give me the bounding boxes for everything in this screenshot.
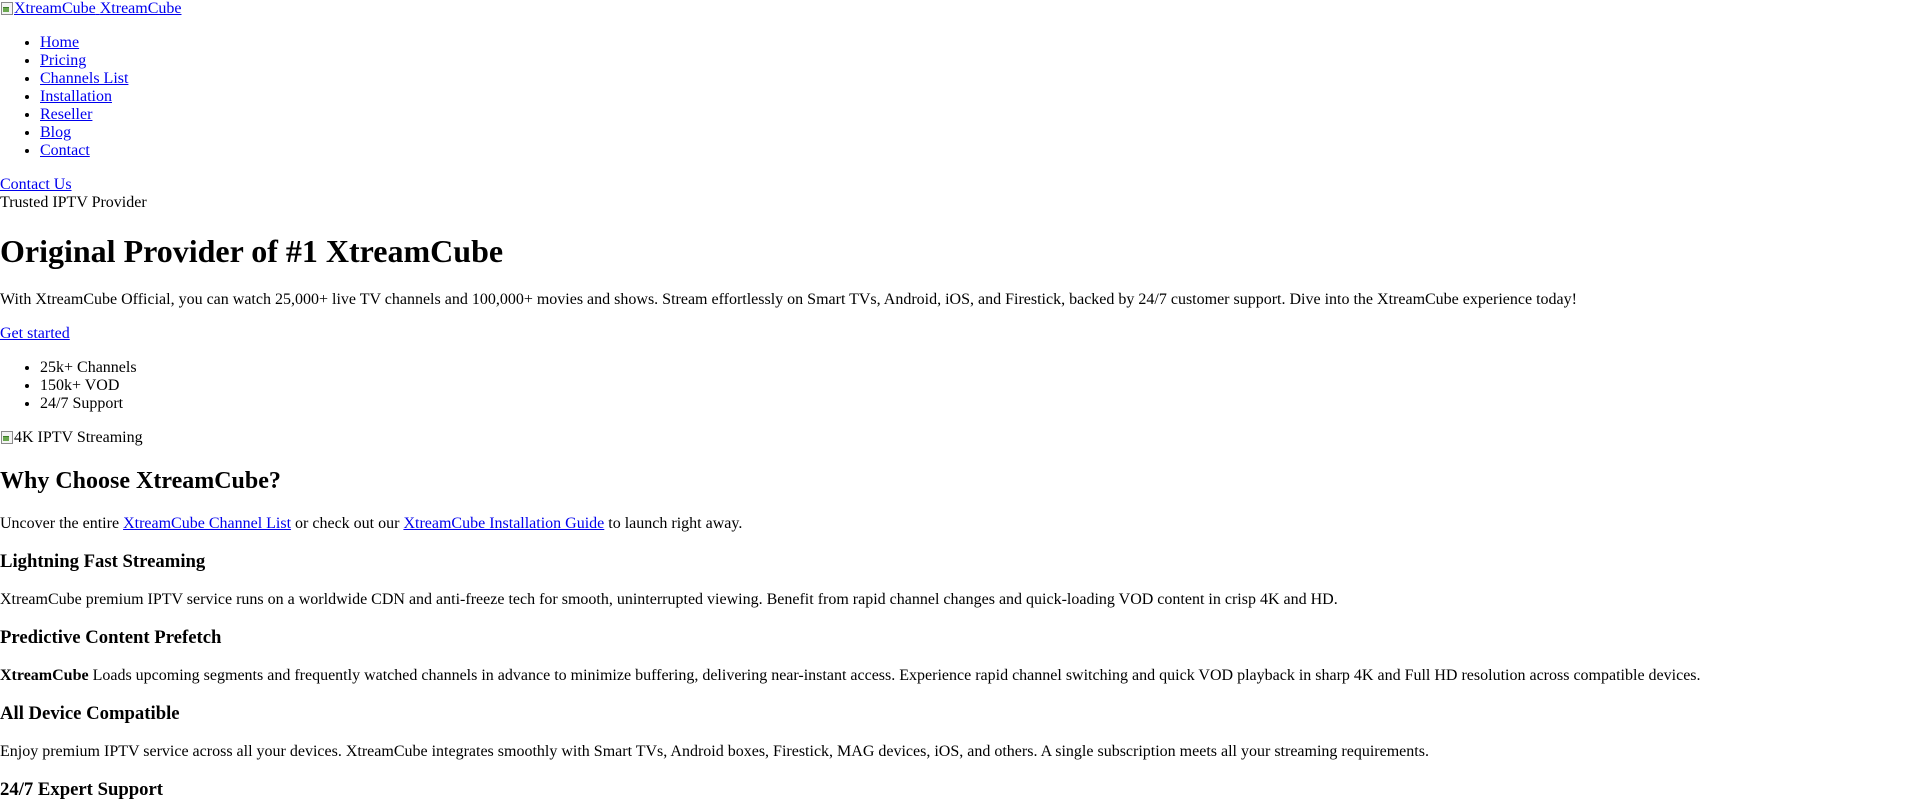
nav-link-pricing[interactable]: Pricing bbox=[40, 52, 87, 69]
nav-item-home bbox=[40, 34, 1920, 52]
why-intro-suffix: to launch right away. bbox=[604, 515, 743, 532]
main-nav bbox=[0, 34, 1920, 160]
nav-link-home[interactable]: Home bbox=[40, 34, 80, 51]
nav-item-reseller bbox=[40, 106, 1920, 124]
nav-item-blog bbox=[40, 124, 1920, 142]
feature-title-prefetch: Predictive Content Prefetch bbox=[0, 627, 222, 648]
nav-item-contact bbox=[40, 142, 1920, 160]
logo-alt-text: XtreamCube bbox=[14, 0, 96, 17]
hero-image bbox=[0, 429, 1920, 447]
why-intro-middle: or check out our bbox=[291, 515, 404, 532]
nav-item-pricing bbox=[40, 52, 1920, 70]
logo-broken-image-icon bbox=[0, 1, 14, 15]
stat-channels: • 25k+ Channels bbox=[40, 359, 1920, 377]
installation-guide-link[interactable]: XtreamCube Installation Guide bbox=[403, 515, 605, 532]
contact-us-button[interactable]: Contact Us bbox=[0, 176, 72, 193]
feature-text-prefetch-body: Loads upcoming segments and frequently watched channels in advance to minimize buffering, delivering near-instant access. Experience rapid channel switching and quick VOD playback in sharp 4K and Full HD resolution across compatible devices. bbox=[88, 667, 1701, 684]
hero-title: Original Provider of #1 XtreamCube bbox=[0, 233, 504, 269]
feature-text-prefetch bbox=[0, 667, 1920, 685]
feature-text-device-compatible: Enjoy premium IPTV service across all your devices. XtreamCube integrates smoothly with Smart TVs, Android boxes, Firestick, MAG devices, iOS, and others. A single subscription meets all your streaming requirements. bbox=[0, 743, 1429, 760]
logo-link[interactable] bbox=[0, 0, 1920, 18]
nav-item-channels-list bbox=[40, 70, 1920, 88]
why-title: Why Choose XtreamCube? bbox=[0, 468, 281, 494]
hero-stats bbox=[0, 359, 1920, 413]
nav-link-reseller[interactable]: Reseller bbox=[40, 106, 93, 123]
feature-text-prefetch-bold: XtreamCube bbox=[0, 667, 89, 684]
stat-vod: • 150k+ VOD bbox=[40, 377, 1920, 395]
nav-link-contact[interactable]: Contact bbox=[40, 142, 90, 159]
stat-support: • 24/7 Support bbox=[40, 395, 1920, 413]
hero-description: With XtreamCube Official, you can watch 25,000+ live TV channels and 100,000+ movies and shows. Stream effortlessly on Smart TVs, Android, iOS, and Firestick, backed by 24/7 customer support. Dive into the XtreamCube experience today! bbox=[0, 291, 1577, 308]
why-intro bbox=[0, 515, 1920, 533]
nav-link-installation[interactable]: Installation bbox=[40, 88, 112, 105]
nav-item-installation bbox=[40, 88, 1920, 106]
hero-broken-image-icon bbox=[0, 430, 14, 444]
feature-title-device-compatible: All Device Compatible bbox=[0, 703, 180, 724]
nav-link-blog[interactable]: Blog bbox=[40, 124, 72, 141]
logo-text: XtreamCube bbox=[99, 0, 182, 17]
trusted-badge: Trusted IPTV Provider bbox=[0, 194, 147, 211]
nav-link-channels-list[interactable]: Channels List bbox=[40, 70, 129, 87]
get-started-button[interactable]: Get started bbox=[0, 325, 70, 342]
feature-title-support: 24/7 Expert Support bbox=[0, 779, 164, 800]
feature-title-fast-streaming: Lightning Fast Streaming bbox=[0, 551, 206, 572]
feature-text-fast-streaming: XtreamCube premium IPTV service runs on a worldwide CDN and anti-freeze tech for smooth, uninterrupted viewing. Benefit from rapid channel changes and quick-loading VOD content in crisp 4K and HD. bbox=[0, 591, 1338, 608]
channel-list-link[interactable]: XtreamCube Channel List bbox=[123, 515, 292, 532]
hero-image-alt: 4K IPTV Streaming bbox=[14, 429, 143, 446]
why-intro-prefix: Uncover the entire bbox=[0, 515, 124, 532]
